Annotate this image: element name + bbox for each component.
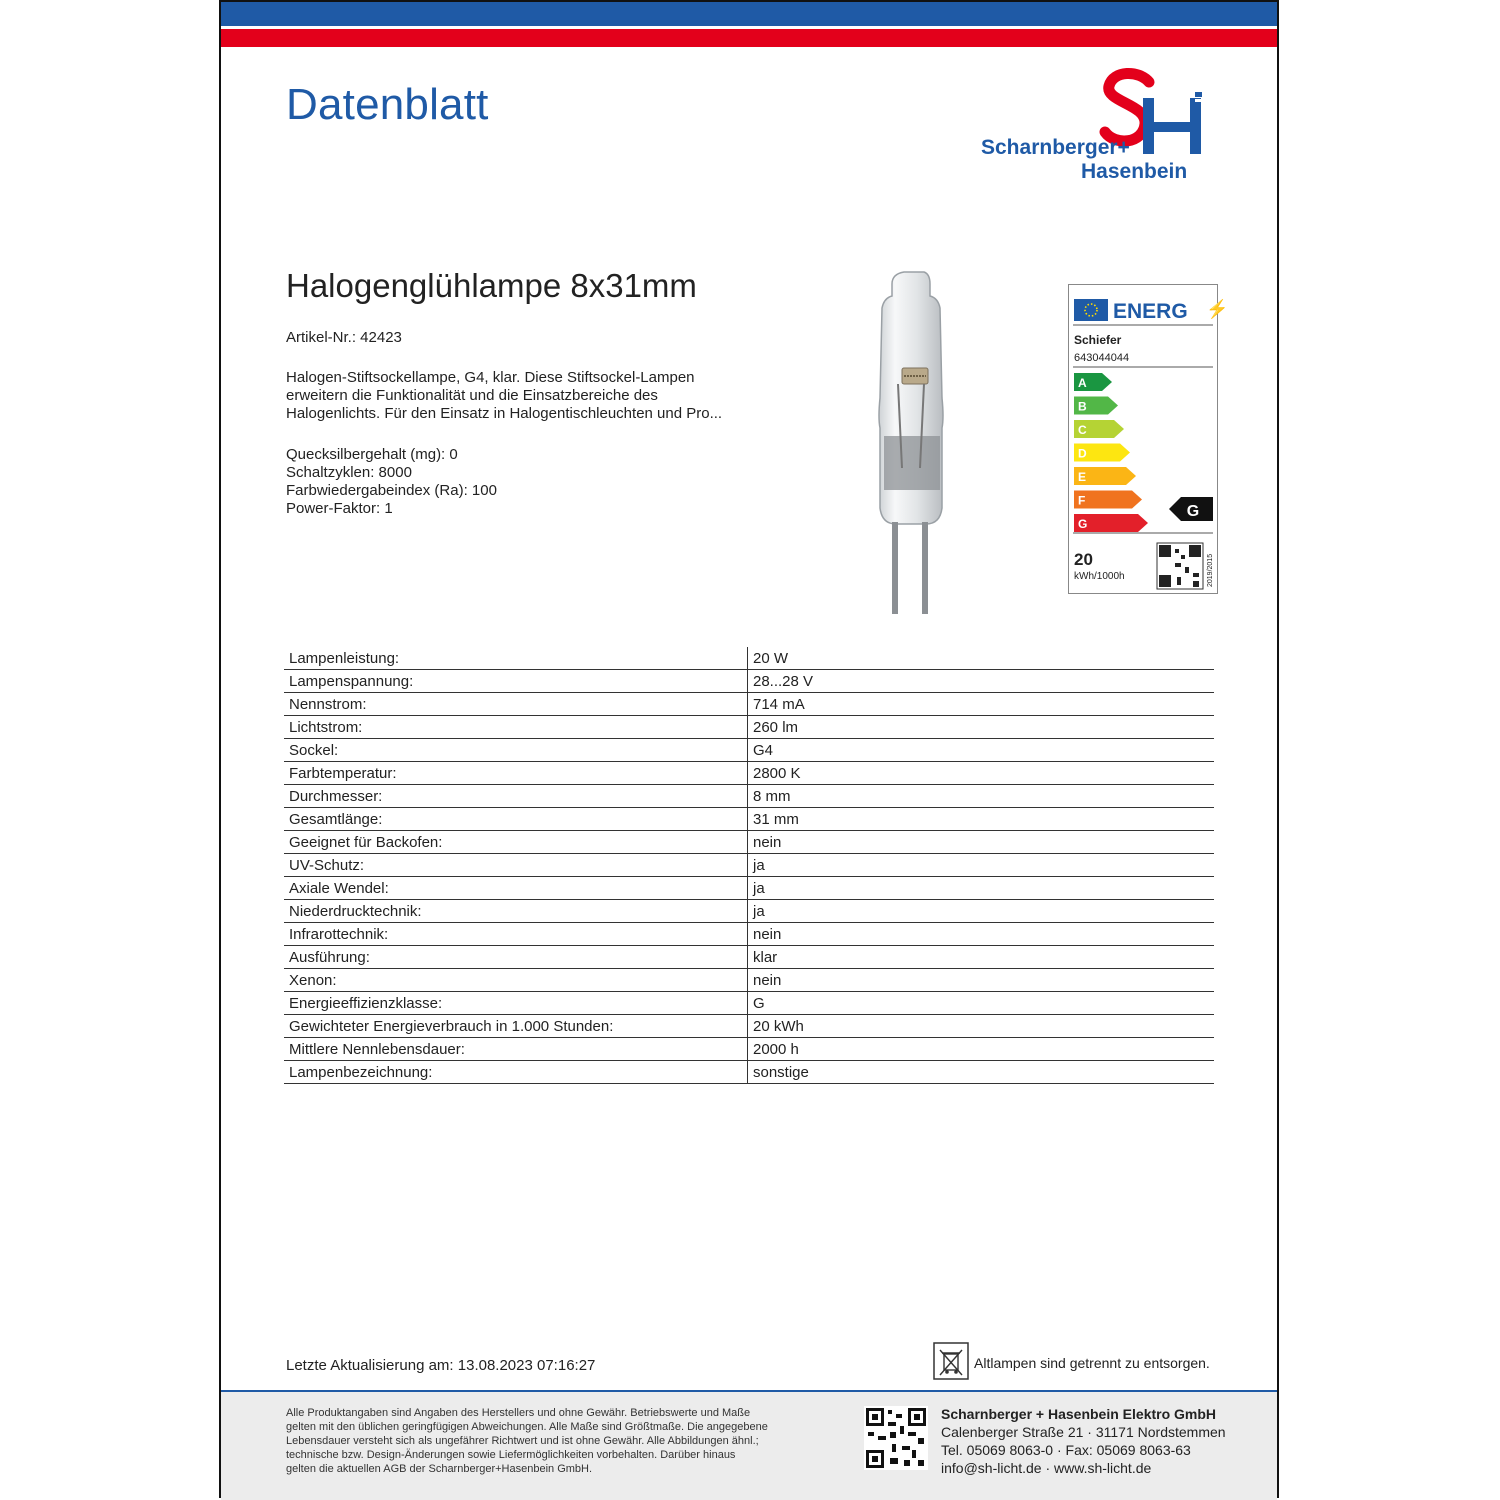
table-value: ja [748, 877, 1215, 900]
table-value: 31 mm [748, 808, 1215, 831]
table-row [284, 900, 1214, 923]
energy-label-graphic [1069, 285, 1229, 593]
table-key: Infrarottechnik: [284, 923, 748, 946]
description-line: Halogen-Stiftsockellampe, G4, klar. Diese Stiftsockel-Lampen [286, 369, 695, 386]
table-key: Lampenspannung: [284, 670, 748, 693]
disclaimer-line: Lebensdauer versteht sich als ungefährer Richtwert und ist ohne Gewähr. Alle Abbildungen ähnl.; [286, 1435, 759, 1447]
table-key: Lichtstrom: [284, 716, 748, 739]
spec-line: Power-Faktor: 1 [286, 500, 393, 517]
table-value: klar [748, 946, 1215, 969]
energy-consumption: 20 [1074, 550, 1093, 569]
table-row [284, 1061, 1214, 1084]
disclaimer-line: Alle Produktangaben sind Angaben des Herstellers und ohne Gewähr. Betriebswerte und Maße [286, 1407, 751, 1419]
product-description [286, 369, 756, 423]
company-name: Scharnberger + Hasenbein Elektro GmbH [941, 1406, 1217, 1422]
table-key: Geeignet für Backofen: [284, 831, 748, 854]
table-row [284, 992, 1214, 1015]
energy-class-letter: F [1078, 493, 1086, 508]
table-value: 20 W [748, 647, 1215, 670]
svg-text:⚡: ⚡ [1206, 299, 1229, 319]
energy-class-letter: D [1078, 446, 1087, 461]
table-row [284, 762, 1214, 785]
energy-label [1068, 284, 1229, 594]
document-title: Datenblatt [286, 80, 489, 129]
disclaimer-line: technische bzw. Design-Änderungen sowie Liefermöglichkeiten vorbehalten. Darüber hinaus [286, 1449, 736, 1461]
table-key: Energieeffizienzklasse: [284, 992, 748, 1015]
table-value: 2000 h [748, 1038, 1215, 1061]
energy-class-letter: G [1078, 517, 1088, 531]
company-phone: Tel. 05069 8063-0 · Fax: 05069 8063-63 [941, 1442, 1191, 1458]
energy-regulation: 2019/2015 [1207, 553, 1214, 587]
table-value: 8 mm [748, 785, 1215, 808]
energy-rating: G [1186, 503, 1200, 520]
table-key: Gewichteter Energieverbrauch in 1.000 Stunden: [284, 1015, 748, 1038]
table-row [284, 785, 1214, 808]
energy-class-letter: E [1078, 470, 1087, 484]
lamp-image [846, 268, 976, 618]
table-value: nein [748, 969, 1215, 992]
table-key: Niederdrucktechnik: [284, 900, 748, 923]
table-key: Xenon: [284, 969, 748, 992]
company-address: Calenberger Straße 21 · 31171 Nordstemmen [941, 1424, 1226, 1440]
header-band-red [221, 29, 1277, 47]
energy-class-letter: C [1078, 423, 1087, 437]
table-row [284, 808, 1214, 831]
product-specs [286, 446, 497, 518]
energy-brand-text: ENERG [1113, 300, 1188, 323]
table-key: UV-Schutz: [284, 854, 748, 877]
energy-class-letter: B [1078, 399, 1087, 414]
weee-bin-icon [933, 1342, 969, 1380]
table-value: G [748, 992, 1215, 1015]
table-value: nein [748, 923, 1215, 946]
product-title: Halogenglühlampe 8x31mm [286, 267, 697, 304]
table-row [284, 739, 1214, 762]
table-row [284, 693, 1214, 716]
energy-model: 643044044 [1074, 352, 1130, 364]
halogen-lamp-icon [846, 268, 976, 618]
table-key: Sockel: [284, 739, 748, 762]
table-key: Farbtemperatur: [284, 762, 748, 785]
technical-data-table [284, 647, 1214, 1084]
energy-class-letter: A [1078, 376, 1087, 390]
company-web: info@sh-licht.de · www.sh-licht.de [941, 1460, 1152, 1476]
table-key: Durchmesser: [284, 785, 748, 808]
table-value: G4 [748, 739, 1215, 762]
spec-line: Quecksilbergehalt (mg): 0 [286, 446, 458, 463]
table-row [284, 1015, 1214, 1038]
table-row [284, 946, 1214, 969]
table-value: sonstige [748, 1061, 1215, 1084]
table-value: ja [748, 900, 1215, 923]
legal-disclaimer [286, 1406, 846, 1476]
disclaimer-line: gelten die aktuellen AGB der Scharnberger+Hasenbein GmbH. [286, 1463, 593, 1475]
table-value: 260 lm [748, 716, 1215, 739]
article-number: Artikel-Nr.: 42423 [286, 329, 402, 346]
table-value: 2800 K [748, 762, 1215, 785]
qr-code-icon [1157, 543, 1203, 589]
table-row [284, 647, 1214, 670]
spec-line: Farbwiedergabeindex (Ra): 100 [286, 482, 497, 499]
disclaimer-line: gelten mit den üblichen geringfügigen Abweichungen. Alle Maße sind Größtmaße. Die angegebene [286, 1421, 768, 1433]
page-footer [221, 1390, 1277, 1500]
table-key: Nennstrom: [284, 693, 748, 716]
table-row [284, 831, 1214, 854]
table-row [284, 923, 1214, 946]
disposal-note: Altlampen sind getrennt zu entsorgen. [974, 1355, 1210, 1371]
logo-text-line2: Hasenbein [1081, 160, 1188, 183]
table-key: Gesamtlänge: [284, 808, 748, 831]
logo-text-line1: Scharnberger+ [981, 136, 1130, 159]
header-band-blue [221, 2, 1277, 26]
company-qr-code-icon [864, 1406, 928, 1470]
energy-class-scale [1074, 373, 1148, 532]
table-value: 28...28 V [748, 670, 1215, 693]
table-row [284, 877, 1214, 900]
energy-supplier: Schiefer [1074, 333, 1122, 347]
description-line: erweitern die Funktionalität und die Einsatzbereiche des [286, 387, 658, 404]
spec-line: Schaltzyklen: 8000 [286, 464, 412, 481]
table-key: Lampenleistung: [284, 647, 748, 670]
table-value: 714 mA [748, 693, 1215, 716]
description-line: Halogenlichts. Für den Einsatz in Halogentischleuchten und Pro... [286, 405, 723, 422]
energy-consumption-unit: kWh/1000h [1074, 571, 1125, 582]
table-value: 20 kWh [748, 1015, 1215, 1038]
company-logo [981, 66, 1221, 186]
table-row [284, 969, 1214, 992]
company-contact [941, 1405, 1226, 1477]
table-key: Lampenbezeichnung: [284, 1061, 748, 1084]
last-updated: Letzte Aktualisierung am: 13.08.2023 07:16:27 [286, 1357, 596, 1374]
table-value: ja [748, 854, 1215, 877]
table-value: nein [748, 831, 1215, 854]
table-key: Axiale Wendel: [284, 877, 748, 900]
table-row [284, 670, 1214, 693]
table-key: Ausführung: [284, 946, 748, 969]
datasheet-page [219, 0, 1279, 1498]
table-row [284, 716, 1214, 739]
table-row [284, 854, 1214, 877]
table-key: Mittlere Nennlebensdauer: [284, 1038, 748, 1061]
table-row [284, 1038, 1214, 1061]
